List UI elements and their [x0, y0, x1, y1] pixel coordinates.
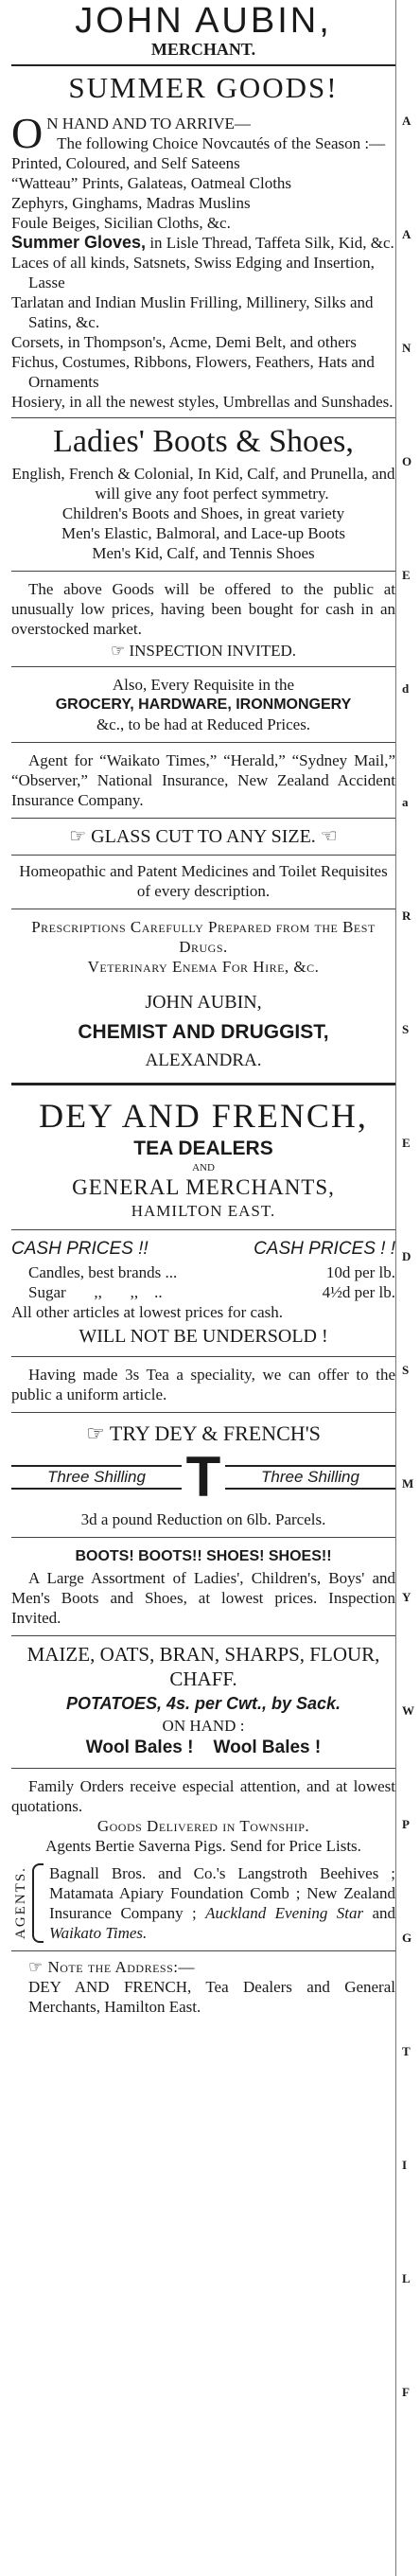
- drop-cap: O: [11, 114, 44, 153]
- agents-block: [11, 1863, 395, 1943]
- aubin-role: MERCHANT.: [150, 40, 256, 59]
- boots-shoes-text: A Large Assortment of Ladies', Children's, Boys' and Men's Boots and Shoes, at lowest prices. Inspection Invited.: [11, 1569, 395, 1627]
- edge-letter: a: [402, 795, 409, 809]
- try-text: ☞ TRY DEY & FRENCH'S: [86, 1421, 321, 1445]
- aubin-name-footer: JOHN AUBIN,: [145, 992, 262, 1013]
- edge-letter: S: [402, 1022, 410, 1036]
- enema-text: Veterinary Enema For Hire, &c.: [87, 958, 320, 976]
- edge-letter: E: [402, 568, 411, 582]
- edge-letter: S: [402, 1363, 410, 1377]
- edge-letter: E: [402, 1136, 411, 1150]
- edge-letter: M: [402, 1476, 414, 1491]
- inspection-invited: ☞ INSPECTION INVITED.: [110, 642, 297, 660]
- edge-letter: I: [402, 2158, 408, 2172]
- wool-bales: Wool Bales ! Wool Bales !: [85, 1738, 322, 1757]
- aubin-name: JOHN AUBIN,: [75, 1, 332, 41]
- glass-cut-text: ☞ GLASS CUT TO ANY SIZE. ☜: [69, 826, 338, 847]
- edge-letter: P: [402, 1817, 410, 1831]
- edge-letter: D: [402, 1249, 411, 1263]
- maize-text: MAIZE, OATS, BRAN, SHARPS, FLOUR, CHAFF.: [26, 1643, 380, 1690]
- big-t: T: [185, 1445, 221, 1509]
- edge-letter: O: [402, 454, 412, 468]
- also-text: Also, Every Requisite in the: [112, 676, 295, 694]
- goods-item: Tarlatan and Indian Muslin Frilling, Millinery, Silks and Satins, &c.: [11, 293, 374, 331]
- edge-letter: Y: [402, 1590, 411, 1604]
- three-shilling-bar: [11, 1445, 395, 1509]
- on-hand-dey: ON HAND :: [162, 1717, 245, 1735]
- agents-text: Bagnall Bros. and Co.'s Langstroth Beehives ; Matamata Apiary Foundation Comb ; New Zealand Insurance Company ; Auckland Evening Star and Waikato Times.: [49, 1864, 396, 1942]
- on-hand-text: N HAND AND TO ARRIVE—: [46, 115, 251, 132]
- boots-item: Men's Elastic, Balmoral, and Lace-up Boots: [61, 524, 345, 542]
- offered-text: The above Goods will be offered to the public at unusually low prices, having been bought for cash in an overstocked market.: [11, 580, 395, 638]
- goods-delivered: Goods Delivered in Township.: [96, 1817, 310, 1835]
- agents-label: AGENTS.: [13, 1866, 28, 1940]
- edge-letter: A: [402, 114, 411, 128]
- potatoes-text: POTATOES, 4s. per Cwt., by Sack.: [65, 1694, 341, 1713]
- edge-letter: d: [402, 681, 410, 696]
- three-shilling-right: Three Shilling: [225, 1465, 395, 1490]
- grocery-text: GROCERY, HARDWARE, IRONMONGERY: [55, 697, 352, 713]
- goods-item: Hosiery, in all the newest styles, Umbrellas and Sunshades.: [11, 393, 394, 411]
- three-shilling-left: Three Shilling: [11, 1465, 182, 1490]
- tea-dealers: TEA DEALERS: [133, 1138, 273, 1159]
- dey-title: DEY AND FRENCH,: [39, 1097, 368, 1135]
- goods-item: Foule Beiges, Sicilian Cloths, &c.: [11, 214, 231, 232]
- edge-letter: N: [402, 341, 411, 355]
- candles-row: Candles, best brands ... 10d per lb.: [28, 1263, 395, 1281]
- note-address: ☞ Note the Address:—: [28, 1958, 195, 1976]
- edge-letter: W: [402, 1703, 414, 1718]
- goods-item: Corsets, in Thompson's, Acme, Demi Belt, and others: [11, 333, 357, 351]
- homeopathic-text: Homeopathic and Patent Medicines and Toilet Requisites of every description.: [19, 862, 388, 900]
- goods-item: Laces of all kinds, Satsnets, Swiss Edging and Insertion, Lasse: [11, 254, 375, 291]
- ladies-boots-heading: Ladies' Boots & Shoes,: [53, 424, 354, 459]
- cash-prices-row: CASH PRICES !! CASH PRICES ! !: [11, 1239, 395, 1259]
- boots-item: Men's Kid, Calf, and Tennis Shoes: [92, 544, 315, 562]
- sugar-row: Sugar ,, ,, .. 4½d per lb.: [28, 1283, 395, 1301]
- goods-item: Zephyrs, Ginghams, Madras Muslins: [11, 194, 251, 212]
- agent-text: Agent for “Waikato Times,” “Herald,” “Sydney Mail,” “Observer,” National Insurance, New Zealand Accident Insurance Company.: [11, 751, 395, 809]
- pigs-text: Agents Bertie Saverna Pigs. Send for Price Lists.: [45, 1837, 361, 1855]
- edge-letter: F: [402, 2385, 410, 2399]
- aubin-advert: [11, 2, 395, 1073]
- tea-speciality: Having made 3s Tea a speciality, we can offer to the public a uniform article.: [11, 1366, 395, 1403]
- reduced-text: &c., to be had at Reduced Prices.: [96, 715, 311, 733]
- edge-letter: L: [402, 2271, 411, 2285]
- dey-french-advert: [11, 1095, 395, 2017]
- chemist-text: CHEMIST AND DRUGGIST,: [78, 1021, 329, 1043]
- newspaper-column: [11, 0, 395, 2017]
- boots-item: Children's Boots and Shoes, in great variety: [61, 504, 345, 522]
- following-text: The following Choice Novcautés of the Season :—: [57, 134, 386, 152]
- boots-shoes-heading: BOOTS! BOOTS!! SHOES! SHOES!!: [75, 1548, 332, 1564]
- address-text: DEY AND FRENCH, Tea Dealers and General Merchants, Hamilton East.: [28, 1978, 395, 2016]
- other-articles: All other articles at lowest prices for cash.: [11, 1303, 284, 1321]
- goods-item: Fichus, Costumes, Ribbons, Flowers, Feathers, Hats and Ornaments: [11, 353, 375, 391]
- goods-item: Printed, Coloured, and Self Sateens: [11, 154, 240, 172]
- edge-letter: A: [402, 227, 411, 241]
- page-edge-column: [395, 0, 417, 2576]
- boots-item: English, French & Colonial, In Kid, Calf, and Prunella, and will give any foot perfect symmetry.: [11, 465, 395, 503]
- and-text: AND: [192, 1162, 215, 1173]
- undersold-text: WILL NOT BE UNDERSOLD !: [79, 1326, 328, 1347]
- reduction-text: 3d a pound Reduction on 6lb. Parcels.: [80, 1510, 326, 1528]
- hamilton-east: HAMILTON EAST.: [131, 1202, 276, 1220]
- alexandra-text: ALEXANDRA.: [145, 1050, 262, 1070]
- summer-goods-heading: SUMMER GOODS!: [68, 71, 339, 104]
- goods-item: “Watteau” Prints, Galateas, Oatmeal Cloths: [11, 174, 292, 192]
- edge-letter: R: [402, 909, 411, 923]
- general-merchants: GENERAL MERCHANTS,: [72, 1175, 335, 1199]
- edge-letter: G: [402, 1931, 412, 1945]
- agents-brace: [32, 1863, 44, 1943]
- family-orders: Family Orders receive especial attention, and at lowest quotations.: [11, 1777, 395, 1815]
- prescriptions-text: Prescriptions Carefully Prepared from the Best Drugs.: [31, 918, 376, 956]
- edge-letter: T: [402, 2044, 411, 2058]
- gloves-item: Summer Gloves, in Lisle Thread, Taffeta Silk, Kid, &c.: [11, 233, 394, 252]
